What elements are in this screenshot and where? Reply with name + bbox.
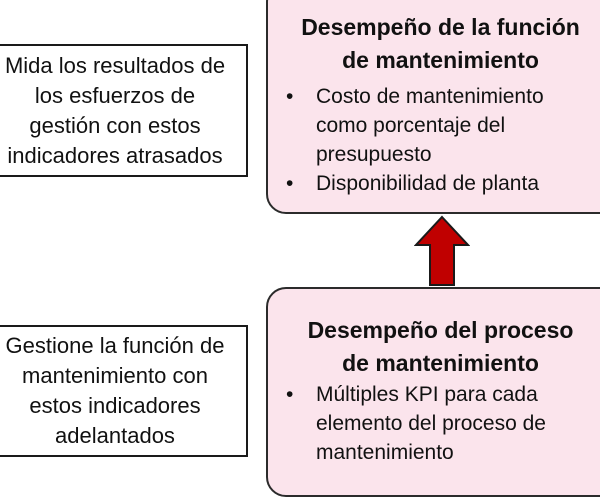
bullet-item (286, 380, 546, 467)
arrow-shape (416, 217, 468, 285)
bullet-item (286, 82, 544, 169)
bullet-text-line: como porcentaje del (316, 114, 506, 137)
up-arrow-icon (414, 215, 470, 287)
process-bullet-list (286, 380, 546, 467)
lagging-text-line: los esfuerzos de (34, 82, 196, 108)
bullet-item (286, 169, 544, 198)
title-line: Desempeño de la función (301, 14, 580, 40)
title-line: de mantenimiento (342, 350, 539, 376)
bullet-text-line: presupuesto (316, 143, 432, 166)
bullet-text-line: Múltiples KPI para cada (316, 383, 538, 406)
bullet-text-line: Disponibilidad de planta (316, 172, 539, 195)
bullet-text-line: mantenimiento (316, 441, 454, 464)
title-line: de mantenimiento (342, 47, 539, 73)
bullet-icon: • (286, 172, 294, 195)
bullet-text-line: elemento del proceso de (316, 412, 546, 435)
function-performance-title (268, 11, 600, 77)
leading-text-line: adelantados (55, 423, 175, 448)
lagging-indicators-box (0, 44, 248, 177)
leading-text-line: mantenimiento con (22, 363, 208, 388)
process-performance-title (268, 314, 600, 380)
process-performance-box (266, 287, 600, 497)
leading-indicators-box (0, 325, 248, 457)
leading-text-line: Gestione la función de (5, 333, 225, 358)
lagging-text-line: gestión con estos (29, 112, 201, 138)
bullet-text-line: Costo de mantenimiento (316, 85, 544, 108)
title-line: Desempeño del proceso (307, 317, 574, 343)
bullet-icon: • (286, 85, 294, 108)
bullet-icon: • (286, 383, 294, 406)
lagging-text-line: indicadores atrasados (7, 142, 223, 168)
function-bullet-list (286, 82, 544, 198)
function-performance-box (266, 0, 600, 214)
lagging-text-line: Mida los resultados de (4, 52, 226, 78)
leading-text-line: estos indicadores (29, 393, 201, 418)
